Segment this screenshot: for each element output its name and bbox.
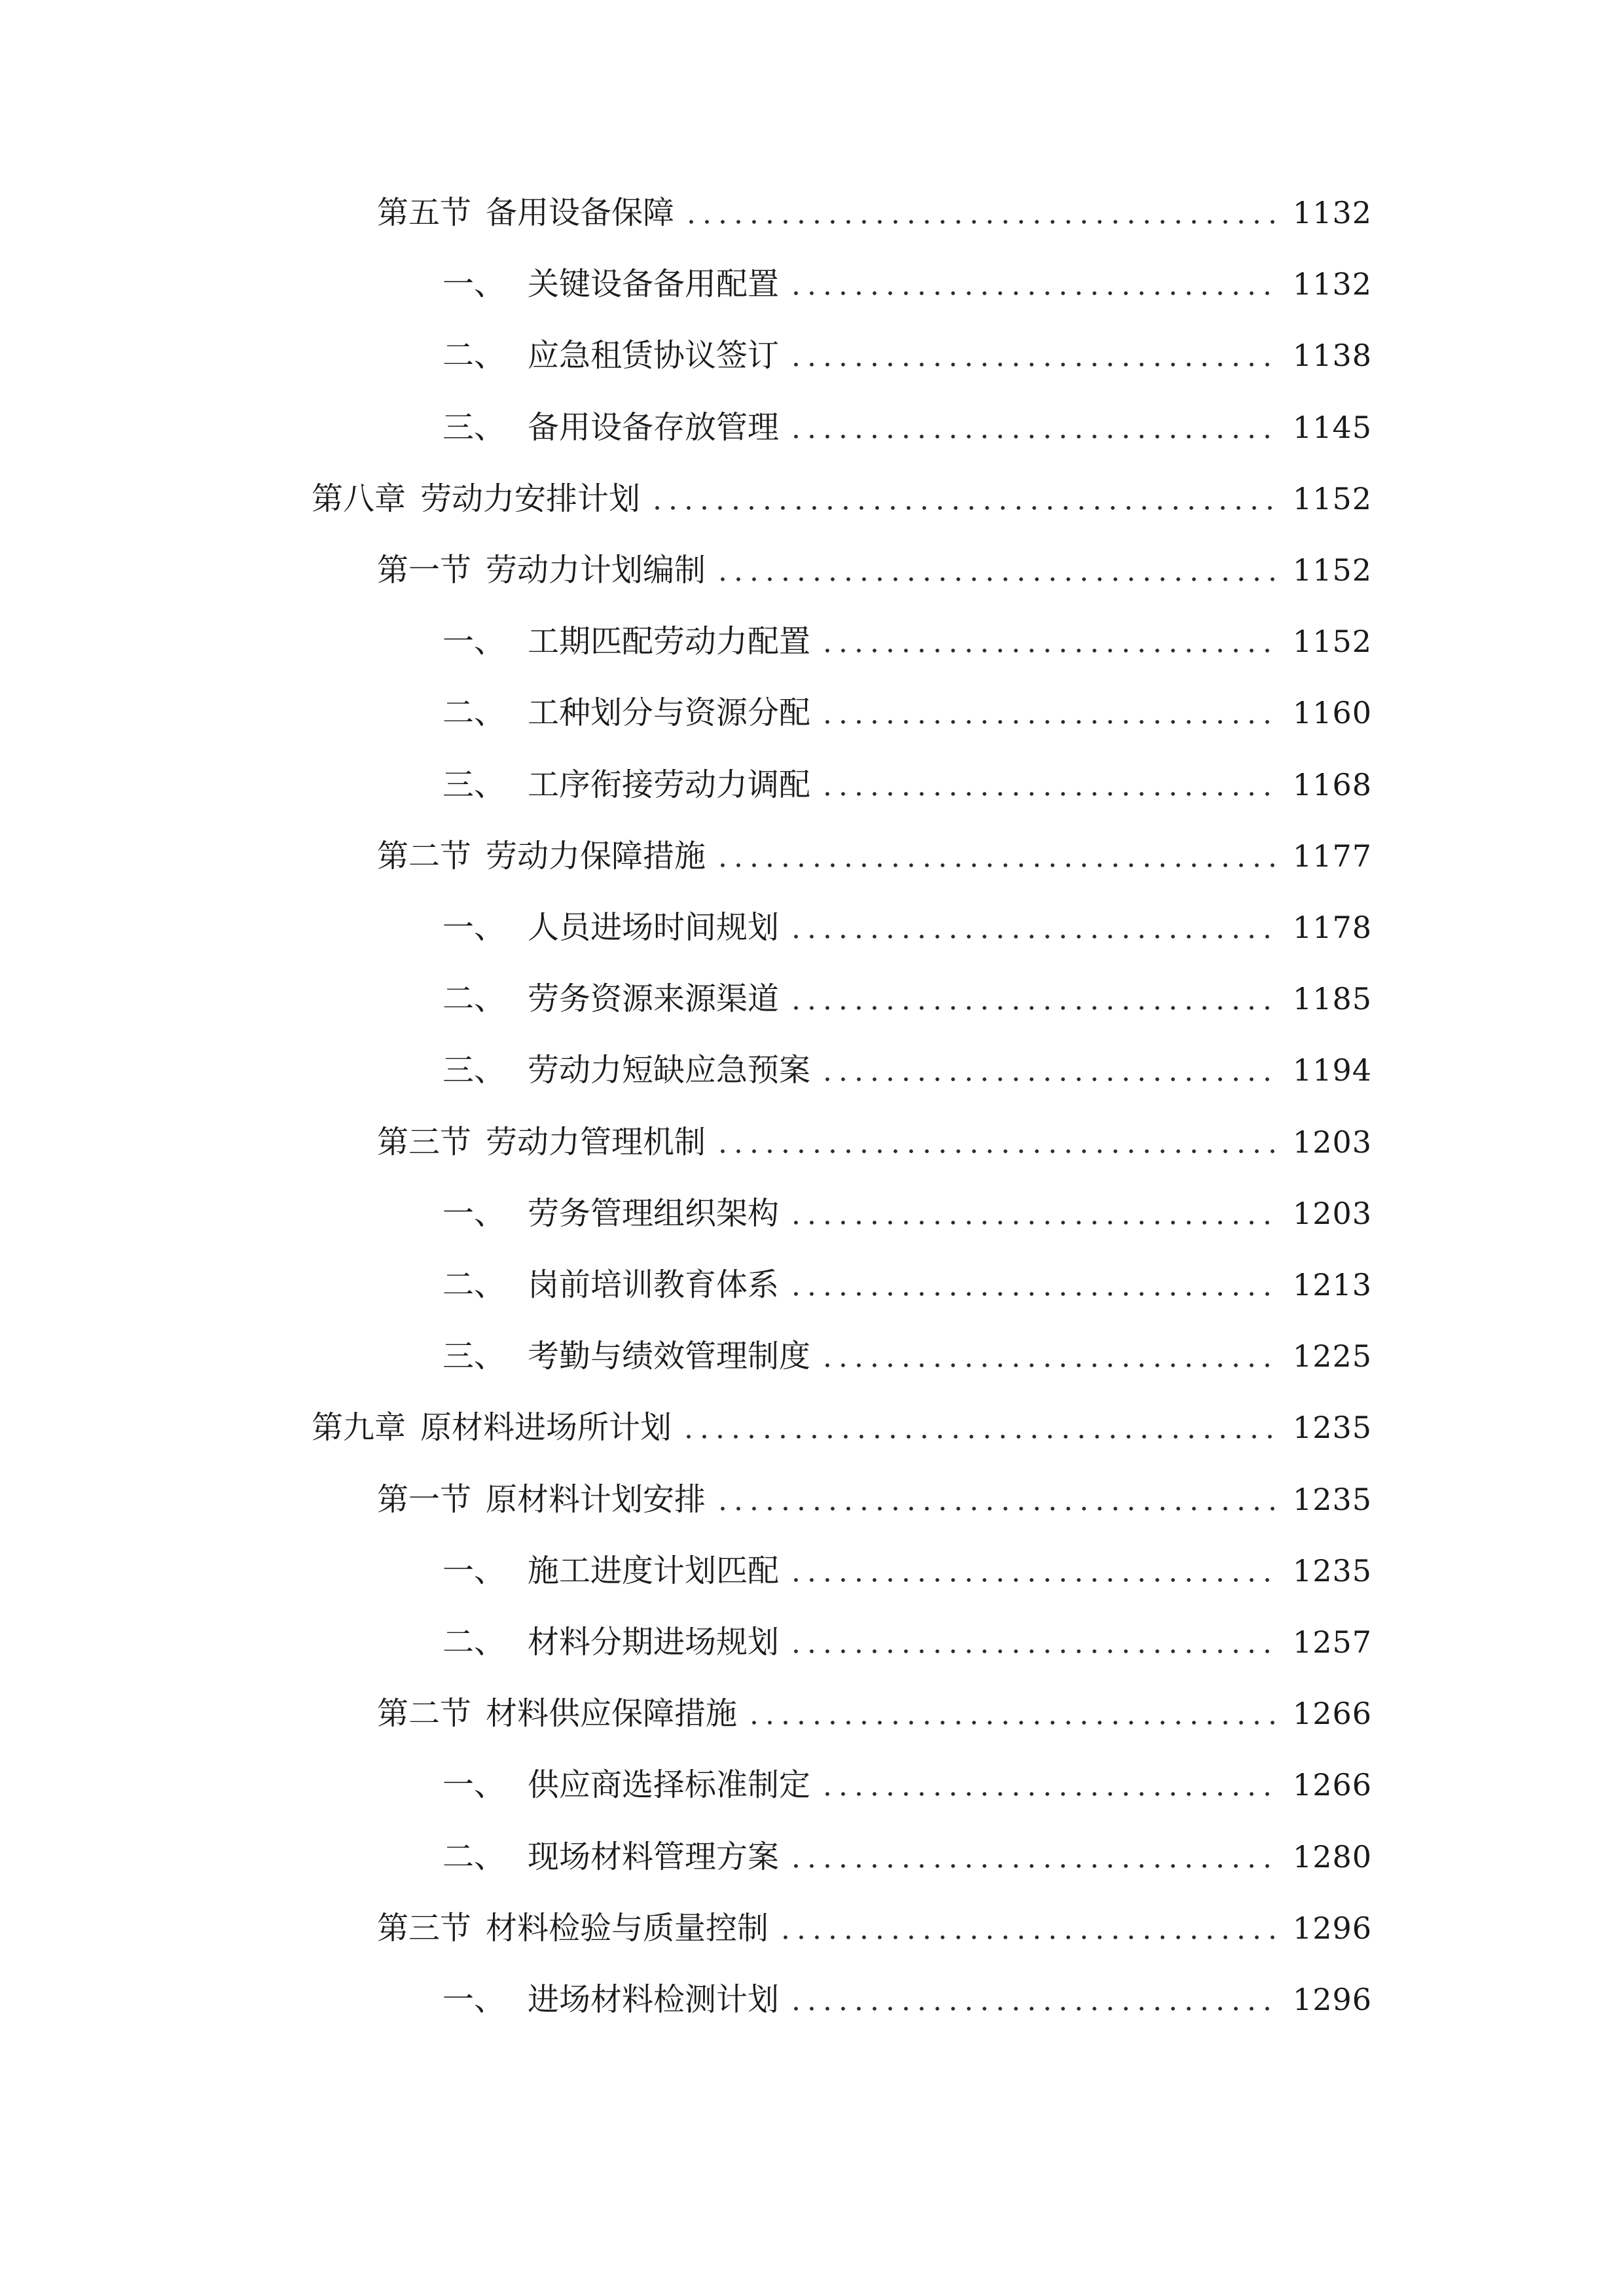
toc-entry-number: 第二节 <box>377 1695 472 1732</box>
toc-entry-page-number: 1203 <box>1292 1196 1372 1231</box>
toc-entry-number: 第八章 <box>312 480 406 517</box>
toc-entry-page-number: 1225 <box>1292 1338 1372 1374</box>
toc-entry-number: 第三节 <box>377 1910 472 1946</box>
toc-entry-title: 劳动力计划编制 <box>486 552 706 588</box>
toc-entry-number: 一、 <box>442 266 506 302</box>
toc-entry-title: 劳务管理组织架构 <box>528 1195 780 1232</box>
toc-entry-title: 材料分期进场规划 <box>528 1624 780 1660</box>
dot-leader <box>683 219 1278 225</box>
toc-entry <box>442 683 1372 742</box>
dot-leader <box>820 1791 1278 1797</box>
dot-leader <box>788 2005 1278 2012</box>
toc-entry-number: 三、 <box>442 766 506 803</box>
toc-entry-page-number: 1177 <box>1292 838 1372 874</box>
toc-entry-title: 备用设备保障 <box>486 194 675 231</box>
toc-entry-number: 第三节 <box>377 1124 472 1160</box>
toc-entry <box>442 1613 1372 1672</box>
toc-entry <box>312 1398 1372 1457</box>
toc-entry <box>377 1684 1372 1743</box>
toc-entry-number: 一、 <box>442 909 506 946</box>
toc-entry-number: 二、 <box>442 1624 506 1660</box>
toc-entry-title: 人员进场时间规划 <box>528 909 780 946</box>
toc-entry-number: 三、 <box>442 1338 506 1374</box>
toc-entry-title: 工期匹配劳动力配置 <box>528 623 811 660</box>
toc-entry <box>442 1041 1372 1100</box>
dot-leader <box>778 1934 1278 1941</box>
toc-entry-number: 第二节 <box>377 838 472 874</box>
toc-entry <box>442 1827 1372 1886</box>
toc-entry-number: 第一节 <box>377 552 472 588</box>
toc-entry-title: 工序衔接劳动力调配 <box>528 766 811 803</box>
toc-entry-page-number: 1296 <box>1292 1982 1372 2017</box>
dot-leader <box>788 1219 1278 1226</box>
dot-leader <box>715 576 1278 583</box>
toc-entry-number: 二、 <box>442 1266 506 1303</box>
toc-entry-title: 劳务资源来源渠道 <box>528 980 780 1017</box>
dot-leader <box>715 1148 1278 1155</box>
toc-entry-title: 施工进度计划匹配 <box>528 1552 780 1589</box>
toc-entry-number: 一、 <box>442 1981 506 2018</box>
dot-leader <box>820 647 1278 654</box>
toc-entry <box>377 1899 1372 1958</box>
toc-entry-number: 第一节 <box>377 1481 472 1518</box>
dot-leader <box>788 1863 1278 1869</box>
dot-leader <box>788 433 1278 440</box>
dot-leader <box>746 1719 1278 1726</box>
toc-entry-title: 材料检验与质量控制 <box>486 1910 769 1946</box>
toc-entry-page-number: 1168 <box>1292 767 1372 802</box>
dot-leader <box>820 719 1278 725</box>
toc-entry-number: 三、 <box>442 409 506 446</box>
dot-leader <box>788 1291 1278 1297</box>
toc-entry <box>377 541 1372 600</box>
toc-entry-title: 岗前培训教育体系 <box>528 1266 780 1303</box>
toc-entry-page-number: 1235 <box>1292 1482 1372 1517</box>
toc-entry-page-number: 1185 <box>1292 981 1372 1016</box>
toc-entry-title: 现场材料管理方案 <box>528 1839 780 1875</box>
toc-entry <box>442 1755 1372 1814</box>
toc-entry-page-number: 1203 <box>1292 1124 1372 1160</box>
toc-entry-page-number: 1152 <box>1292 624 1372 659</box>
toc-entry-title: 工种划分与资源分配 <box>528 694 811 731</box>
toc-entry-page-number: 1132 <box>1292 195 1372 230</box>
toc-entry-number: 一、 <box>442 1767 506 1803</box>
toc-entry-number: 三、 <box>442 1052 506 1088</box>
toc-entry-page-number: 1235 <box>1292 1553 1372 1588</box>
toc-entry-title: 劳动力管理机制 <box>486 1124 706 1160</box>
toc-entry <box>442 969 1372 1028</box>
dot-leader <box>820 1076 1278 1083</box>
toc-entry-number: 二、 <box>442 337 506 374</box>
toc-entry-page-number: 1132 <box>1292 266 1372 302</box>
toc-entry-title: 供应商选择标准制定 <box>528 1767 811 1803</box>
dot-leader <box>788 933 1278 940</box>
toc-entry-title: 劳动力短缺应急预案 <box>528 1052 811 1088</box>
dot-leader <box>715 1505 1278 1512</box>
toc-entry-page-number: 1178 <box>1292 910 1372 945</box>
toc-entry <box>442 398 1372 457</box>
dot-leader <box>820 1362 1278 1369</box>
toc-entry-title: 劳动力保障措施 <box>486 838 706 874</box>
toc-entry <box>442 255 1372 314</box>
dot-leader <box>681 1433 1278 1440</box>
dot-leader <box>820 791 1278 797</box>
toc-entry-number: 一、 <box>442 623 506 660</box>
toc-entry-page-number: 1213 <box>1292 1267 1372 1302</box>
toc-entry-title: 关键设备备用配置 <box>528 266 780 302</box>
toc-entry <box>442 1327 1372 1386</box>
toc-entry-title: 备用设备存放管理 <box>528 409 780 446</box>
toc-entry-page-number: 1266 <box>1292 1696 1372 1731</box>
toc-entry-page-number: 1235 <box>1292 1410 1372 1445</box>
toc-entry-title: 劳动力安排计划 <box>420 480 641 517</box>
toc-entry-number: 第五节 <box>377 194 472 231</box>
toc-entry-number: 一、 <box>442 1195 506 1232</box>
dot-leader <box>715 862 1278 869</box>
toc-entry-page-number: 1152 <box>1292 481 1372 516</box>
toc-entry-page-number: 1266 <box>1292 1767 1372 1803</box>
toc-entry-title: 原材料计划安排 <box>486 1481 706 1518</box>
toc-entry <box>377 1470 1372 1529</box>
toc-entry-page-number: 1145 <box>1292 410 1372 445</box>
toc-entry <box>377 1113 1372 1172</box>
toc-entry-number: 二、 <box>442 694 506 731</box>
toc-entry-title: 考勤与绩效管理制度 <box>528 1338 811 1374</box>
toc-entry-number: 二、 <box>442 980 506 1017</box>
toc-entry <box>442 1184 1372 1243</box>
dot-leader <box>788 1577 1278 1583</box>
toc-entry-number: 一、 <box>442 1552 506 1589</box>
dot-leader <box>788 1005 1278 1011</box>
dot-leader <box>649 505 1278 511</box>
toc-entry-page-number: 1138 <box>1292 338 1372 373</box>
toc-entry <box>442 1541 1372 1600</box>
toc-entry <box>377 183 1372 242</box>
dot-leader <box>788 290 1278 296</box>
toc-entry <box>442 755 1372 814</box>
toc-entry <box>442 326 1372 385</box>
toc-entry-page-number: 1160 <box>1292 695 1372 730</box>
toc-entry <box>442 898 1372 957</box>
toc-entry-number: 第九章 <box>312 1409 406 1446</box>
toc-entry-page-number: 1152 <box>1292 552 1372 588</box>
dot-leader <box>788 361 1278 368</box>
toc-entry <box>442 1970 1372 2029</box>
toc-entry-title: 材料供应保障措施 <box>486 1695 738 1732</box>
toc-entry-page-number: 1194 <box>1292 1052 1372 1088</box>
toc-entry-page-number: 1296 <box>1292 1910 1372 1946</box>
toc-entry-page-number: 1257 <box>1292 1624 1372 1660</box>
dot-leader <box>788 1648 1278 1655</box>
table-of-contents <box>0 183 1624 2068</box>
toc-entry <box>377 827 1372 886</box>
toc-entry-title: 进场材料检测计划 <box>528 1981 780 2018</box>
toc-entry <box>442 612 1372 671</box>
toc-entry-page-number: 1280 <box>1292 1839 1372 1874</box>
toc-entry <box>312 469 1372 528</box>
toc-entry-title: 应急租赁协议签订 <box>528 337 780 374</box>
toc-entry-number: 二、 <box>442 1839 506 1875</box>
toc-entry-title: 原材料进场所计划 <box>420 1409 672 1446</box>
toc-entry <box>442 1255 1372 1314</box>
